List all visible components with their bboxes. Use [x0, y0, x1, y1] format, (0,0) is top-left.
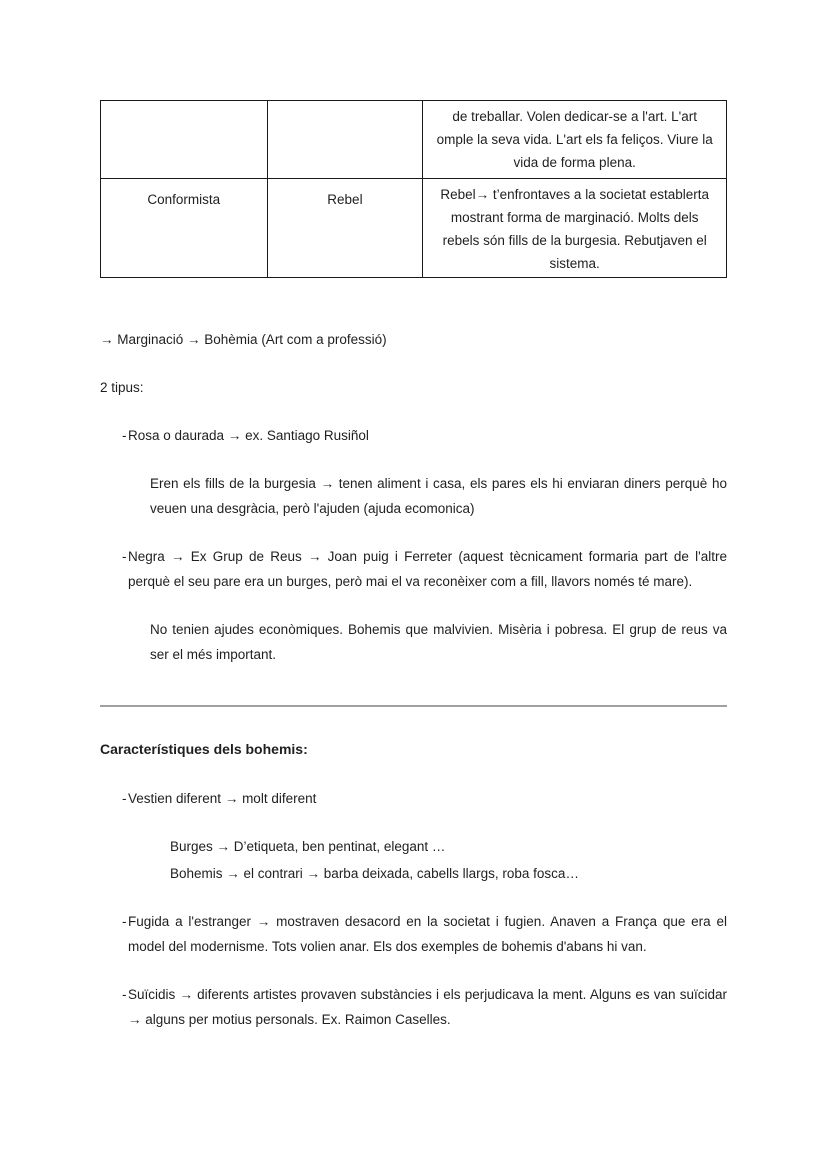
sub-line-bohemis: Bohemis → el contrari → barba deixada, cabells llargs, roba fosca… — [170, 866, 579, 881]
section-divider — [100, 705, 727, 707]
table-cell-rebel: Rebel — [267, 179, 423, 278]
types-label: 2 tipus: — [100, 380, 144, 395]
table-cell-empty-1 — [101, 101, 268, 179]
bullet-marker: - — [122, 428, 127, 443]
table-cell-rebel-description: Rebel→ t’enfrontaves a la societat establerta mostrant forma de marginació. Molts dels rebels són fills de la burgesia. Rebutjaven el sistema. — [423, 179, 727, 278]
negra-detail: No tenien ajudes econòmiques. Bohemis que malvivien. Misèria i pobresa. El grup de reus va ser el més important. — [150, 622, 727, 662]
list-item-text: Vestien diferent → molt diferent — [128, 791, 317, 806]
list-item-suicidis — [100, 982, 727, 1032]
list-item-negra — [100, 544, 727, 594]
list-item-rosa-daurada — [100, 423, 727, 448]
list-item-fugida — [100, 909, 727, 959]
vestien-sub-lines — [170, 833, 727, 887]
table-cell-empty-2 — [267, 101, 423, 179]
bullet-marker: - — [122, 987, 127, 1002]
conformista-rebel-table — [100, 100, 727, 278]
list-item-text: Negra → Ex Grup de Reus → Joan puig i Ferreter (aquest tècnicament formaria part de l'altre perquè el seu pare era un burges, però mai el va reconèixer com a fill, llavors només té mare). — [128, 549, 727, 589]
bullet-marker: - — [122, 791, 127, 806]
sub-line-burges: Burges → D’etiqueta, ben pentinat, elegant … — [170, 839, 446, 854]
section-heading: Característiques dels bohemis: — [100, 741, 308, 757]
bullet-marker: - — [122, 549, 127, 564]
list-item-text: Suïcidis → diferents artistes provaven substàncies i els perjudicava la ment. Alguns es van suïcidar → alguns per motius personals. Ex. Raimon Caselles. — [128, 987, 727, 1027]
list-item-text: Rosa o daurada → ex. Santiago Rusiñol — [128, 428, 369, 443]
table-row — [101, 179, 727, 278]
list-item-vestien — [100, 786, 727, 811]
table-cell-art-continuation: de treballar. Volen dedicar-se a l'art. L'art omple la seva vida. L'art els fa feliços. Viure la vida de forma plena. — [423, 101, 727, 179]
table-cell-conformista: Conformista — [101, 179, 268, 278]
table-row — [101, 101, 727, 179]
rosa-daurada-detail: Eren els fills de la burgesia → tenen aliment i casa, els pares els hi enviaran diners perquè ho veuen una desgràcia, però l'ajuden (ajuda ecomonica) — [150, 476, 727, 516]
list-item-text: Fugida a l'estranger → mostraven desacord en la societat i fugien. Anaven a França que era el model del modernisme. Tots volien anar. Els dos exemples de bohemis d'abans hi van. — [128, 914, 727, 954]
bullet-marker: - — [122, 914, 127, 929]
marginacio-bohemia-line: → Marginació → Bohèmia (Art com a professió) — [100, 332, 387, 347]
